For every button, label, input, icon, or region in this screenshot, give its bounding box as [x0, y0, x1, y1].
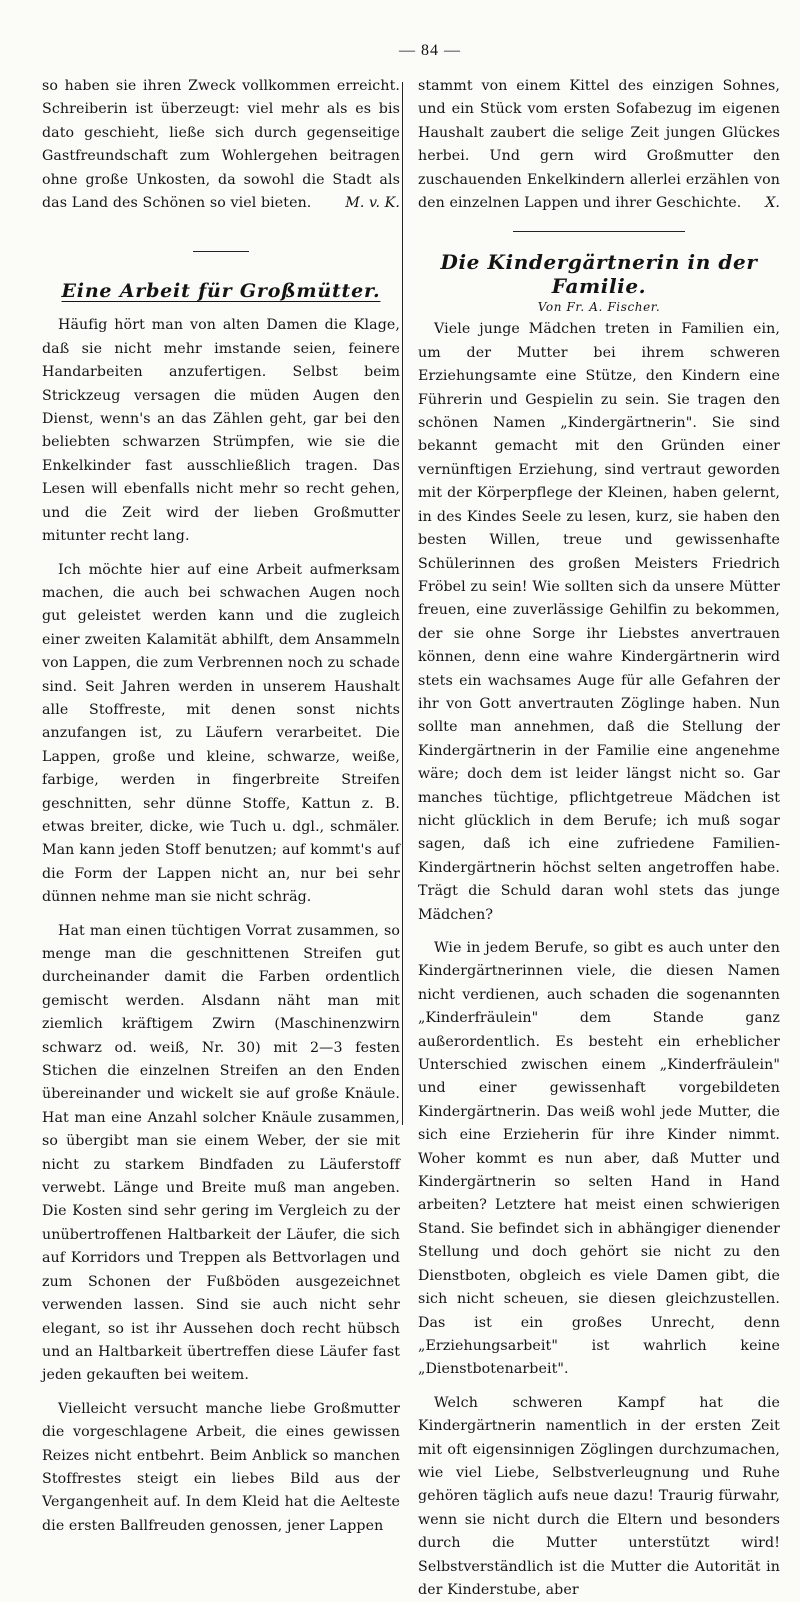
article-title-kindergaertnerin: Die Kindergärtnerin in der Familie. [440, 250, 758, 299]
article-paragraph: Viele junge Mädchen treten in Familien ein, um der Mutter bei ihrem schweren Erziehungsamte eine Stütze, den Kindern eine Führerin und Gespielin zu sein. Sie tragen den schönen Namen „Kindergärtnerin". Sie sind bekannt gemacht mit den Gründen einer vernünftigen Erziehung, sind vertraut geworden mit der Körperpflege der Kleinen, haben gelernt, in des Kindes Seele zu lesen, kurz, sie haben den besten Willen, treue und gewissenhafte Schülerinnen des großen Meisters Friedrich Fröbel zu sein! Wie sollten sich da unsere Mütter freuen, eine zuverlässige Gehilfin zu bekommen, der sie ohne Sorge ihr Liebstes anvertrauen können, denn eine wahre Kindergärtnerin wird stets ein wachsames Auge für alle Gefahren der ihr von Gott anvertrauten Zöglinge haben. Nun sollte man annehmen, daß die Stellung der Kindergärtnerin in der Familie eine angenehme wäre; doch dem ist leider längst nicht so. Gar manches tüchtige, pflichtgetreue Mädchen ist nicht glücklich in dem Berufe; ich muß sogar sagen, daß ich eine zufriedene Familien-Kindergärtnerin höchst selten angetroffen habe. Trägt die Schuld daran wohl stets das junge Mädchen? [418, 321, 780, 923]
left-intro-paragraph [42, 75, 400, 215]
left-signature: M. v. K. [345, 195, 400, 212]
section-divider-rule [513, 231, 685, 232]
right-column [418, 75, 780, 1602]
left-intro-text: so haben sie ihren Zweck vollkommen erreicht. Schreiberin ist überzeugt: viel mehr als es bis dato geschieht, ließe sich durch gegenseitige Gastfreundschaft zum Wohlergehen beitragen ohne große Unkosten, da sowohl die Stadt als das Land des Schönen so viel bieten. [42, 78, 400, 212]
article-title-grossmuetter: Eine Arbeit für Großmütter. [61, 280, 381, 303]
article-paragraph: Welch schweren Kampf hat die Kindergärtnerin namentlich in der ersten Zeit mit oft eigensinnigen Zöglingen durchzumachen, wie viel Liebe, Selbstverleugnung und Ruhe gehören täglich aufs neue dazu! Traurig fürwahr, wenn sie nicht durch die Eltern und besonders durch die Mutter unterstützt wird! Selbstverständlich ist die Mutter die Autorität in der Kinderstube, aber [418, 1394, 780, 1598]
article-paragraph: Häufig hört man von alten Damen die Klage, daß sie nicht mehr imstande seien, feinere Handarbeiten anzufertigen. Selbst beim Strickzeug versagen die müden Augen den Dienst, wenn's an das Zählen geht, gar bei den beliebten schwarzen Strümpfen, wie sie die Enkelkinder fast ausschließlich tragen. Das Lesen will ebenfalls nicht mehr so recht gehen, und die Zeit wird der lieben Großmutter mitunter recht lang. [42, 317, 400, 545]
left-column [42, 75, 400, 1538]
article-byline: Von Fr. A. Fischer. [537, 300, 661, 315]
article-paragraph: Wie in jedem Berufe, so gibt es auch unter den Kindergärtnerinnen viele, die diesen Namen nicht verdienen, auch schaden die sogenannten „Kinderfräulein" dem Stande ganz außerordentlich. Es besteht ein erheblicher Unterschied zwischen einem „Kinderfräulein" und einer gewissenhaft vorgebildeten Kindergärtnerin. Das weiß wohl jede Mutter, die sich eine Erzieherin für ihre Kinder nimmt. Woher kommt es nun aber, daß Mutter und Kindergärtnerin so selten Hand in Hand arbeiten? Letztere hat meist einen schwierigen Stand. Sie befindet sich in abhängiger dienender Stellung und doch gehört sie nicht zu den Dienstboten, obgleich es viele Damen gibt, die sich nicht scheuen, sie diesen gleichzustellen. Das ist ein großes Unrecht, denn „Erziehungsarbeit" ist wahrlich keine „Dienstbotenarbeit". [418, 940, 780, 1378]
article-paragraph: Vielleicht versucht manche liebe Großmutter die vorgeschlagene Arbeit, die eines gewissen Reizes nicht entbehrt. Beim Anblick so manchen Stoffrestes steigt ein liebes Bild aus der Vergangenheit auf. In dem Kleid hat die Aelteste die ersten Ballfreuden genossen, jener Lappen [42, 1400, 400, 1534]
right-intro-text: stammt von einem Kittel des einzigen Sohnes, und ein Stück vom ersten Sofabezug im eigenen Haushalt zaubert die selige Zeit jungen Glückes herbei. Und gern wird Großmutter den zuschauenden Enkelkindern allerlei erzählen von den einzelnen Lappen und ihrer Geschichte. [418, 78, 780, 212]
right-signature: X. [765, 195, 780, 212]
section-divider-rule [193, 251, 249, 252]
page-number: — 84 — [399, 42, 461, 59]
column-divider [402, 82, 403, 1125]
article-paragraph: Ich möchte hier auf eine Arbeit aufmerksam machen, die auch bei schwachen Augen noch gut geleistet werden kann und die zugleich einer zweiten Kalamität abhilft, dem Ansammeln von Lappen, die zum Verbrennen noch zu schade sind. Seit Jahren werden in unserem Haushalt alle Stoffreste, mit denen sonst nichts anzufangen ist, zu Läufern verarbeitet. Die Lappen, große und kleine, schwarze, weiße, farbige, werden in fingerbreite Streifen geschnitten, sehr dünne Stoffe, Kattun z. B. etwas breiter, dicke, wie Tuch u. dgl., schmäler. Man kann jeden Stoff benutzen; auf kommt's auf die Form der Lappen nicht an, nur bei sehr dünnen nehme man sie nicht schräg. [42, 561, 400, 906]
right-intro-paragraph [418, 75, 780, 215]
article-paragraph: Hat man einen tüchtigen Vorrat zusammen, so menge man die geschnittenen Streifen gut durcheinander damit die Farben ordentlich gemischt werden. Alsdann näht man mit ziemlich kräftigem Zwirn (Maschinenzwirn schwarz od. weiß, Nr. 30) mit 2—3 festen Stichen die einzelnen Streifen an den Enden übereinander und wickelt sie auf große Knäule. Hat man eine Anzahl solcher Knäule zusammen, so übergibt man sie einem Weber, der sie mit nicht zu starkem Bindfaden zu Läuferstoff verwebt. Länge und Breite muß man angeben. Die Kosten sind sehr gering im Vergleich zu der unübertroffenen Haltbarkeit der Läufer, die sich auf Korridors und Treppen als Bettvorlagen und zum Schonen der Fußböden ausgezeichnet verwenden lassen. Sind sie auch nicht sehr elegant, so ist ihr Aussehen doch recht hübsch und an Haltbarkeit übertreffen diese Läufer fast jeden gekauften bei weitem. [42, 922, 400, 1384]
